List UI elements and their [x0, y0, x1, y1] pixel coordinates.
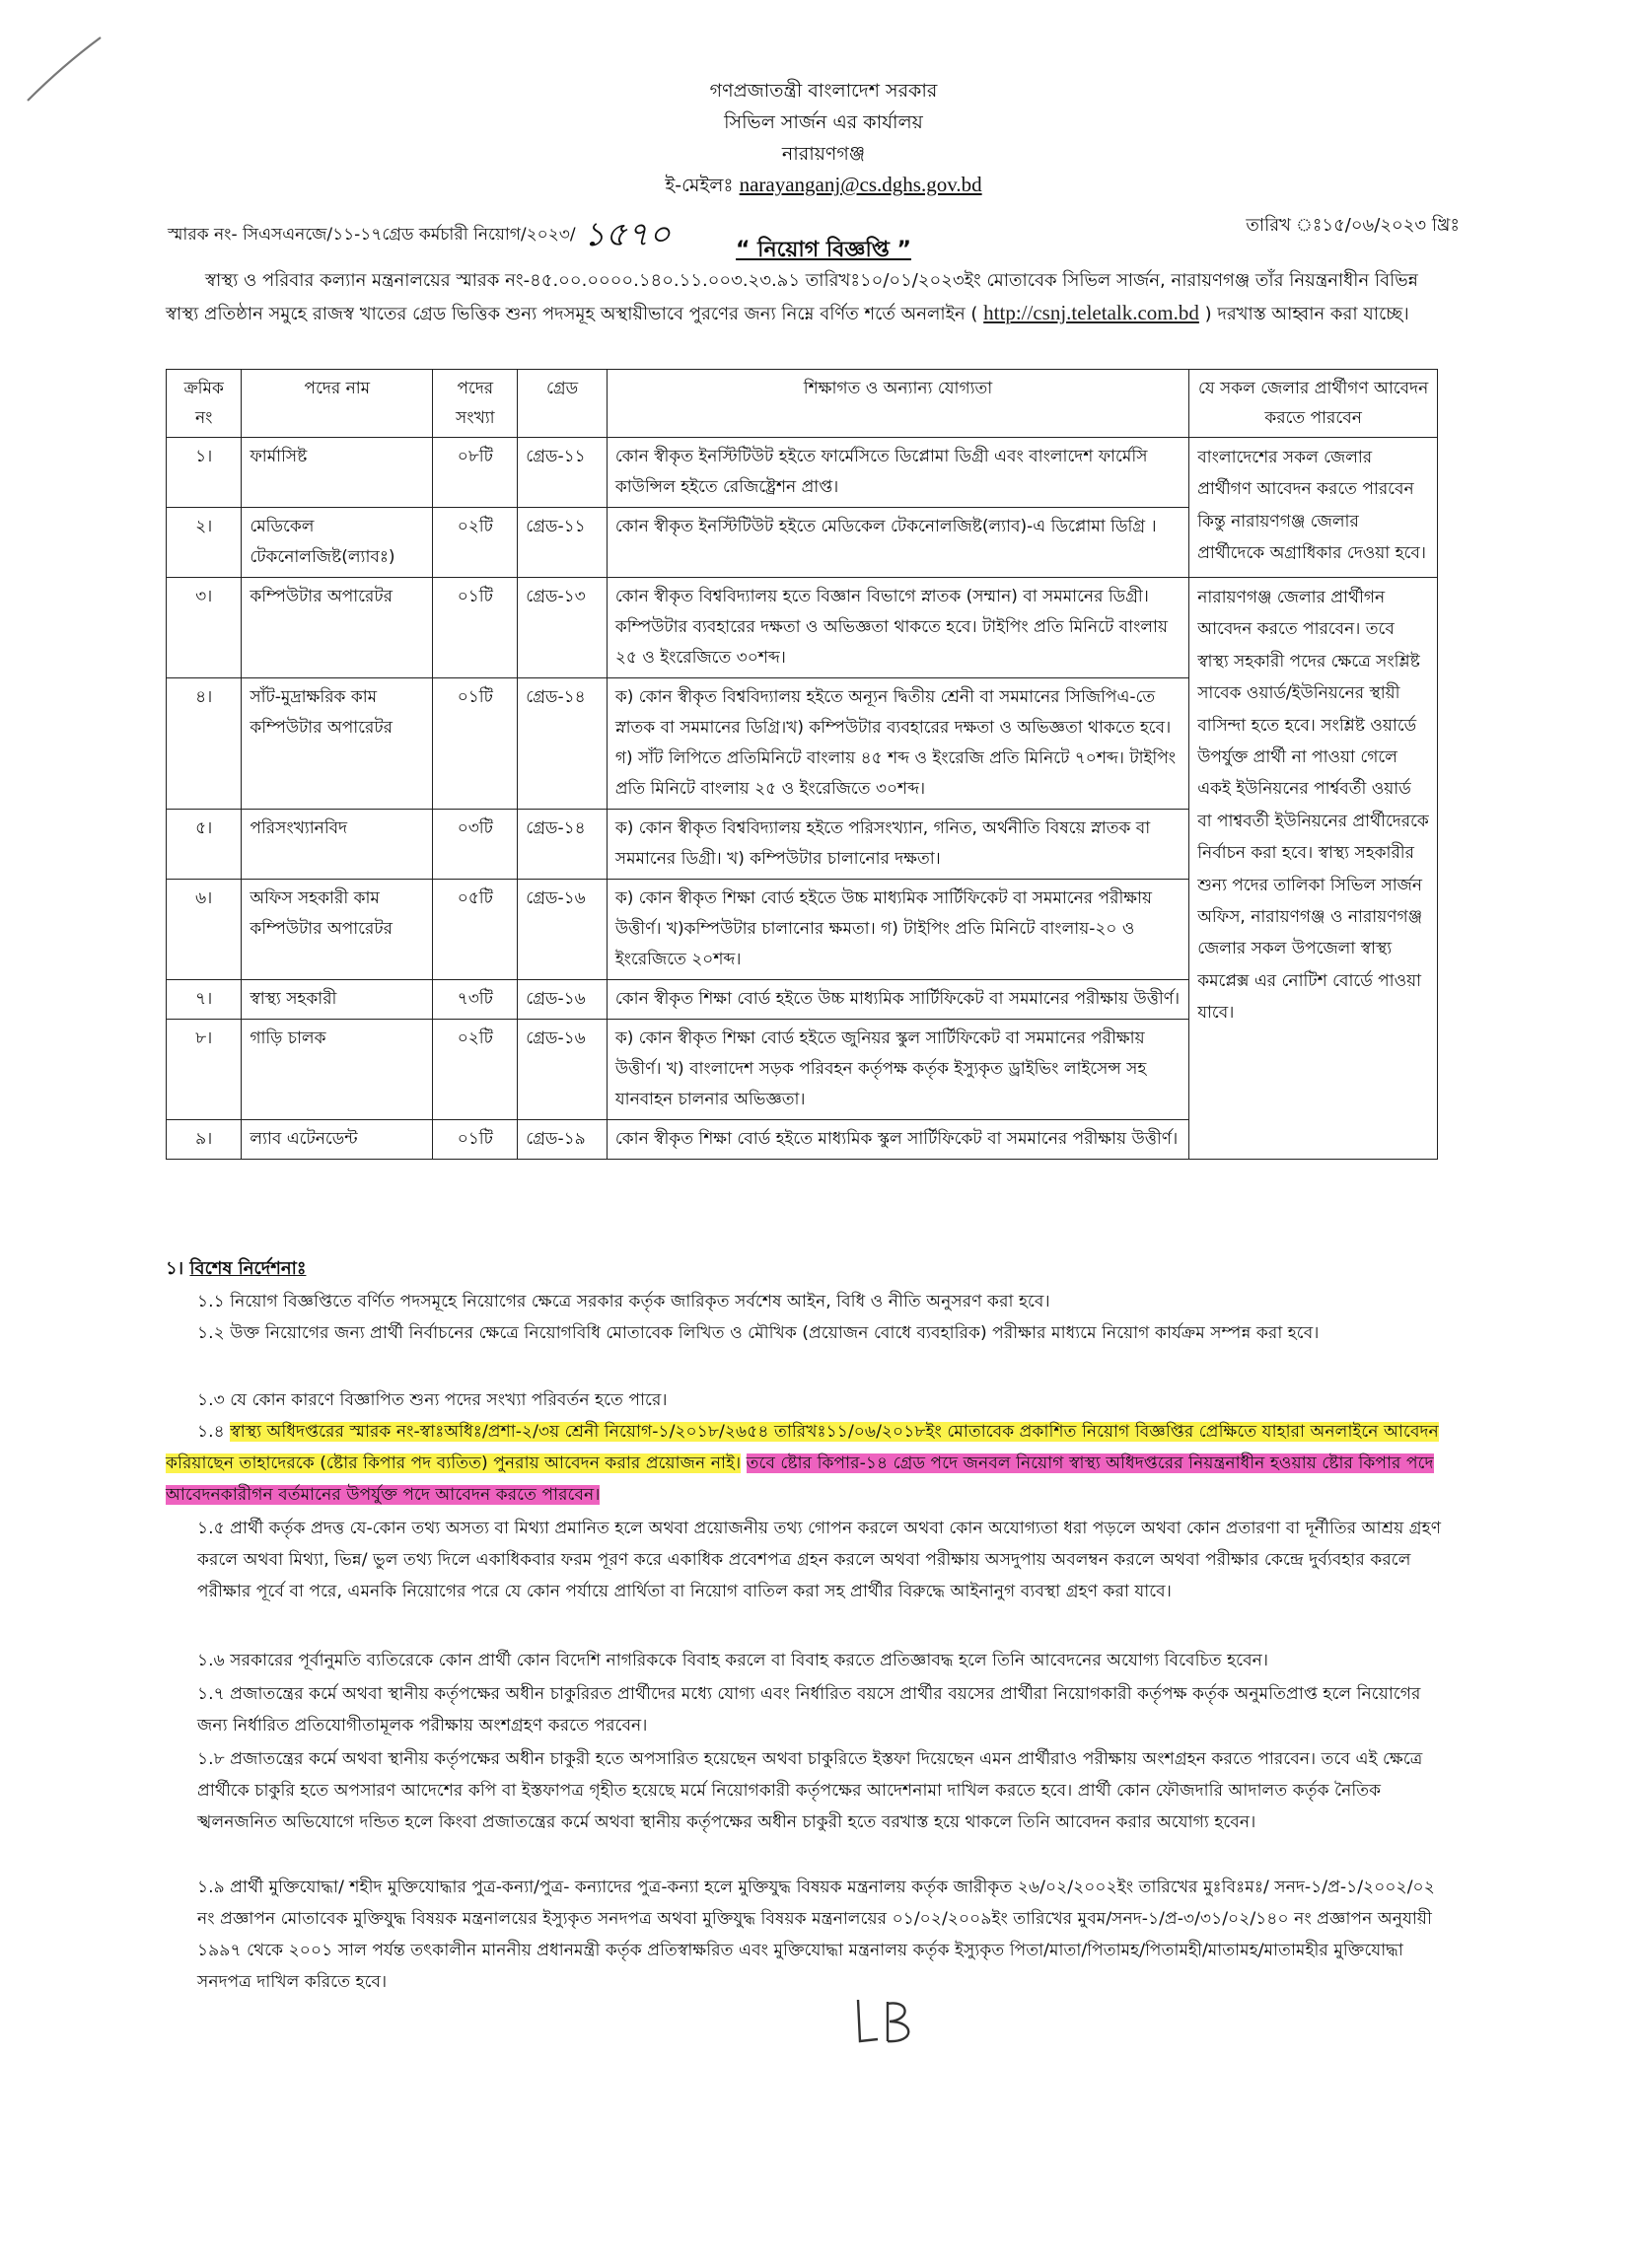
cell-count: ০৮টি [433, 438, 518, 508]
cell-qual: কোন স্বীকৃত বিশ্ববিদ্যালয় হতে বিজ্ঞান বিভাগে স্নাতক (সম্মান) বা সমমানের ডিগ্রী। কম্পিউটার ব্যবহারের দক্ষতা ও অভিজ্ঞতা থাকতে হবে। টাইপিং প্রতি মিনিটে বাংলায় ২৫ ও ইংরেজিতে ৩০শব্দ। [607, 578, 1188, 678]
table-row [167, 578, 1438, 678]
cell-name: মেডিকেল টেকনোলজিষ্ট(ল্যাবঃ) [242, 508, 433, 578]
cell-name: ফার্মাসিষ্ট [242, 438, 433, 508]
cell-no: ৪। [167, 678, 242, 810]
highlight-yellow-text: স্বাস্থ্য অধিদপ্তরের স্মারক নং-স্বাঃঅধিঃ/প্রশা-২/৩য় শ্রেনী নিয়োগ-১/২০১৮/২৬৫৪ তারিখঃ১১/০৬/২০১৮ইং মোতাবেক প্রকাশিত নিয়োগ বিজ্ঞপ্তির প্রেক্ষিতে যাহারা অনলাইনে আবেদন করিয়াছেন তাহাদেরকে (ষ্টোর কিপার পদ ব্যতিত) পুনরায় আবেদন করার প্রয়োজন নাই। [166, 1422, 1439, 1473]
application-url-link[interactable]: http://csnj.teletalk.com.bd [983, 301, 1199, 324]
instruction-1-7: ১.৭ প্রজাতন্ত্রের কর্মে অথবা স্থানীয় কর্তৃপক্ষের অধীন চাকুরিরত প্রার্থীদের মধ্যে যোগ্য এবং নির্ধারিত বয়সে প্রার্থীর বয়সের প্রার্থীরা নিয়োগকারী কর্তৃপক্ষ কর্তৃক অনুমতিপ্রাপ্ত হলে নিয়োগের জন্য নির্ধারিত প্রতিযোগীতামূলক পরীক্ষায় অংশগ্রহণ করতে পরবেন। [197, 1684, 1421, 1736]
notice-title: “ নিয়োগ বিজ্ঞপ্তি ” [736, 238, 911, 262]
cell-grade: গ্রেড-১৬ [518, 880, 608, 980]
instruction-1-6: ১.৬ সরকারের পূর্বানুমতি ব্যতিরেকে কোন প্রার্থী কোন বিদেশি নাগরিককে বিবাহ করলে বা বিবাহ করতে প্রতিজ্ঞাবদ্ধ হলে তিনি আবেদনের অযোগ্য বিবেচিত হবেন। [197, 1651, 1269, 1670]
cell-grade: গ্রেড-১৪ [518, 810, 608, 880]
handwritten-initials-signature [848, 1992, 927, 2051]
cell-count: ০১টি [433, 678, 518, 810]
cell-qual: কোন স্বীকৃত শিক্ষা বোর্ড হইতে মাধ্যমিক স্কুল সার্টিফিকেট বা সমমানের পরীক্ষায় উত্তীর্ণ। [607, 1120, 1188, 1160]
cell-grade: গ্রেড-১৬ [518, 980, 608, 1020]
intro-paragraph: স্বাস্থ্য ও পরিবার কল্যান মন্ত্রনালয়ের স্মারক নং-৪৫.০০.০০০০.১৪০.১১.০০৩.২৩.৯১ তারিখঃ১০/০১/২০২৩ইং মোতাবেক সিভিল সার্জন, নারায়ণগঞ্জ তাঁর নিয়ন্ত্রনাধীন বিভিন্ন স্বাস্থ্য প্রতিষ্ঠান সমুহে রাজস্ব খাতের গ্রেড ভিত্তিক শুন্য পদসমূহ অস্থায়ীভাবে পুরণের জন্য নিম্নে বর্ণিত শর্তে অনলাইন ( http://csnj.teletalk.com.bd ) দরখাস্ত আহ্বান করা যাচ্ছে। [166, 270, 1418, 324]
cell-count: ০১টি [433, 1120, 518, 1160]
cell-name: ল্যাব এটেনডেন্ট [242, 1120, 433, 1160]
table-header-row [167, 370, 1438, 438]
district-eligibility-note-2: নারায়ণগঞ্জ জেলার প্রার্থীগন আবেদন করতে পারবেন। তবে স্বাস্থ্য সহকারী পদের ক্ষেত্রে সংশ্লিষ্ট সাবেক ওয়ার্ড/ইউনিয়নের স্থায়ী বাসিন্দা হতে হবে। সংশ্লিষ্ট ওয়ার্ডে উপর্যুক্ত প্রার্থী না পাওয়া গেলে একই ইউনিয়নের পার্শ্ববর্তী ওয়ার্ড বা পাশ্ববর্তী ইউনিয়নের প্রার্থীদেরকে নির্বাচন করা হবে। স্বাস্থ্য সহকারীর শুন্য পদের তালিকা সিভিল সার্জন অফিস, নারায়ণগঞ্জ ও নারায়ণগঞ্জ জেলার সকল উপজেলা স্বাস্থ্য কমপ্লেক্স এর নোটিশ বোর্ডে পাওয়া যাবে। [1189, 578, 1438, 1160]
cell-qual: ক) কোন স্বীকৃত শিক্ষা বোর্ড হইতে জুনিয়র স্কুল সার্টিফিকেট বা সমমানের পরীক্ষায় উত্তীর্ণ। খ) বাংলাদেশ সড়ক পরিবহন কর্তৃপক্ষ কর্তৃক ইস্যুকৃত ড্রাইভিং লাইসেন্স সহ যানবাহন চালনার অভিজ্ঞতা। [607, 1020, 1188, 1120]
cell-qual: ক) কোন স্বীকৃত শিক্ষা বোর্ড হইতে উচ্চ মাধ্যমিক সার্টিফিকেট বা সমমানের পরীক্ষায় উত্তীর্ণ। খ)কম্পিউটার চালানোর ক্ষমতা। গ) টাইপিং প্রতি মিনিটে বাংলায়-২০ ও ইংরেজিতে ২০শব্দ। [607, 880, 1188, 980]
email-link[interactable]: narayanganj@cs.dghs.gov.bd [739, 173, 982, 196]
cell-grade: গ্রেড-১৪ [518, 678, 608, 810]
cell-grade: গ্রেড-১৯ [518, 1120, 608, 1160]
cell-name: স্বাস্থ্য সহকারী [242, 980, 433, 1020]
header-qualification: শিক্ষাগত ও অন্যান্য যোগ্যতা [607, 370, 1188, 438]
cell-qual: ক) কোন স্বীকৃত বিশ্ববিদ্যালয় হইতে পরিসংখ্যান, গনিত, অর্থনীতি বিষয়ে স্নাতক বা সমমানের ডিগ্রী। খ) কম্পিউটার চালানোর দক্ষতা। [607, 810, 1188, 880]
memo-number: স্মারক নং- সিএসএনজে/১১-১৭গ্রেড কর্মচারী নিয়োগ/২০২৩/ [168, 225, 576, 245]
header-serial: ক্রমিক নং [167, 370, 242, 438]
memo-date: তারিখ ঃ১৫/০৬/২০২৩ খ্রিঃ [1246, 215, 1460, 236]
posts-table [166, 369, 1438, 1160]
district-eligibility-note-1: বাংলাদেশের সকল জেলার প্রার্থীগণ আবেদন করতে পারবেন কিন্তু নারায়ণগঞ্জ জেলার প্রার্থীদেকে অগ্রাধিকার দেওয়া হবে। [1189, 438, 1438, 578]
cell-qual: কোন স্বীকৃত ইনস্টিটিউট হইতে মেডিকেল টেকনোলজিষ্ট(ল্যাব)-এ ডিপ্লোমা ডিগ্রি । [607, 508, 1188, 578]
email-label: ই-মেইলঃ [665, 175, 734, 196]
cell-no: ৮। [167, 1020, 242, 1120]
cell-no: ৩। [167, 578, 242, 678]
cell-grade: গ্রেড-১১ [518, 438, 608, 508]
instruction-1-9: ১.৯ প্রার্থী মুক্তিযোদ্ধা/ শহীদ মুক্তিযোদ্ধার পুত্র-কন্যা/পুত্র- কন্যাদের পুত্র-কন্যা হলে মুক্তিযুদ্ধ বিষয়ক মন্ত্রনালয় কর্তৃক জারীকৃত ২৬/০২/২০০২ইং তারিখের মুঃবিঃমঃ/ সনদ-১/প্র-১/২০০২/০২ নং প্রজ্ঞাপন মোতাবেক মুক্তিযুদ্ধ বিষয়ক মন্ত্রনালয়ের ইস্যুকৃত সনদপত্র অথবা মুক্তিযুদ্ধ বিষয়ক মন্ত্রনালয়ের ০১/০২/২০০৯ইং তারিখের মুবম/সনদ-১/প্র-৩/৩১/০২/১৪০ নং প্রজ্ঞাপন অনুযায়ী ১৯৯৭ থেকে ২০০১ সাল পর্যন্ত তৎকালীন মাননীয় প্রধানমন্ত্রী কর্তৃক প্রতিস্বাক্ষরিত এবং মুক্তিযোদ্ধা মন্ত্রনালয় কর্তৃক ইস্যুকৃত পিতা/মাতা/পিতামহ/পিতামহী/মাতামহ/মাতামহীর মুক্তিযোদ্ধা সনদপত্র দাখিল করিতে হবে। [197, 1878, 1435, 1992]
special-instructions-heading: ১। বিশেষ নির্দেশনাঃ [166, 1258, 307, 1279]
instruction-1-2: ১.২ উক্ত নিয়োগের জন্য প্রার্থী নির্বাচনের ক্ষেত্রে নিয়োগবিধি মোতাবেক লিখিত ও মৌখিক (প্রয়োজন বোধে ব্যবহারিক) পরীক্ষার মাধ্যমে নিয়োগ কার্যক্রম সম্পন্ন করা হবে। [197, 1323, 1320, 1343]
cell-no: ৭। [167, 980, 242, 1020]
cell-count: ০২টি [433, 508, 518, 578]
header-post-name: পদের নাম [242, 370, 433, 438]
cell-grade: গ্রেড-১১ [518, 508, 608, 578]
cell-name: পরিসংখ্যানবিদ [242, 810, 433, 880]
highlight-pink-text: তবে ষ্টোর কিপার-১৪ গ্রেড পদে জনবল নিয়োগ স্বাস্থ্য অধিদপ্তরের নিয়ন্ত্রনাধীন হওয়ায় ষ্টোর কিপার পদে আবেদনকারীগন বর্তমানের উপর্যুক্ত পদে আবেদন করতে পারবেন। [166, 1453, 1434, 1505]
cell-grade: গ্রেড-১৩ [518, 578, 608, 678]
instruction-1-4: ১.৪ স্বাস্থ্য অধিদপ্তরের স্মারক নং-স্বাঃঅধিঃ/প্রশা-২/৩য় শ্রেনী নিয়োগ-১/২০১৮/২৬৫৪ তারিখঃ১১/০৬/২০১৮ইং মোতাবেক প্রকাশিত নিয়োগ বিজ্ঞপ্তির প্রেক্ষিতে যাহারা অনলাইনে আবেদন করিয়াছেন তাহাদেরকে (ষ্টোর কিপার পদ ব্যতিত) পুনরায় আবেদন করার প্রয়োজন নাই। তবে ষ্টোর কিপার-১৪ গ্রেড পদে জনবল নিয়োগ স্বাস্থ্য অধিদপ্তরের নিয়ন্ত্রনাধীন হওয়ায় ষ্টোর কিপার পদে আবেদনকারীগন বর্তমানের উপর্যুক্ত পদে আবেদন করতে পারবেন। [166, 1422, 1439, 1505]
header-email-line [0, 172, 1647, 203]
header-government: গণপ্রজাতন্ত্রী বাংলাদেশ সরকার [709, 80, 938, 102]
cell-qual: ক) কোন স্বীকৃত বিশ্ববিদ্যালয় হইতে অন্যূন দ্বিতীয় শ্রেনী বা সমমানের সিজিপিএ-তে স্নাতক বা সমমানের ডিগ্রি।খ) কম্পিউটার ব্যবহারের দক্ষতা ও অভিজ্ঞতা থাকতে হবে। গ) সাঁট লিপিতে প্রতিমিনিটে বাংলায় ৪৫ শব্দ ও ইংরেজি প্রতি মিনিটে ৭০শব্দ। টাইপিং প্রতি মিনিটে বাংলায় ২৫ ও ইংরেজিতে ৩০শব্দ। [607, 678, 1188, 810]
header-post-count: পদের সংখ্যা [433, 370, 518, 438]
cell-grade: গ্রেড-১৬ [518, 1020, 608, 1120]
header-grade: গ্রেড [518, 370, 608, 438]
memo-handwritten-number: ১৫৭০ [583, 215, 671, 254]
instruction-1-8: ১.৮ প্রজাতন্ত্রের কর্মে অথবা স্থানীয় কর্তৃপক্ষের অধীন চাকুরী হতে অপসারিত হয়েছেন অথবা চাকুরিতে ইস্তফা দিয়েছেন এমন প্রার্থীরাও পরীক্ষায় অংশগ্রহন করতে পারবেন। তবে এই ক্ষেত্রে প্রার্থীকে চাকুরি হতে অপসারণ আদেশের কপি বা ইস্তফাপত্র গৃহীত হয়েছে মর্মে নিয়োগকারী কর্তৃপক্ষের আদেশনামা দাখিল করতে হবে। প্রার্থী কোন ফৌজদারি আদালত কর্তৃক নৈতিক স্খলনজনিত অভিযোগে দন্ডিত হলে কিংবা প্রজাতন্ত্রের কর্মে অথবা স্থানীয় কর্তৃপক্ষের অধীন চাকুরী হতে বরখাস্ত হয়ে থাকলে তিনি আবেদন করার অযোগ্য হবেন। [197, 1749, 1423, 1832]
cell-count: ০২টি [433, 1020, 518, 1120]
cell-no: ১। [167, 438, 242, 508]
cell-count: ৭৩টি [433, 980, 518, 1020]
cell-name: কম্পিউটার অপারেটর [242, 578, 433, 678]
cell-no: ৬। [167, 880, 242, 980]
cell-qual: কোন স্বীকৃত শিক্ষা বোর্ড হইতে উচ্চ মাধ্যমিক সার্টিফিকেট বা সমমানের পরীক্ষায় উত্তীর্ণ। [607, 980, 1188, 1020]
cell-name: অফিস সহকারী কাম কম্পিউটার অপারেটর [242, 880, 433, 980]
instruction-1-1: ১.১ নিয়োগ বিজ্ঞপ্তিতে বর্ণিত পদসমূহে নিয়োগের ক্ষেত্রে সরকার কর্তৃক জারিকৃত সর্বশেষ আইন, বিধি ও নীতি অনুসরণ করা হবে। [197, 1292, 1050, 1311]
cell-name: গাড়ি চালক [242, 1020, 433, 1120]
instruction-1-3: ১.৩ যে কোন কারণে বিজ্ঞাপিত শুন্য পদের সংখ্যা পরিবর্তন হতে পারে। [197, 1390, 668, 1410]
cell-no: ২। [167, 508, 242, 578]
table-row [167, 438, 1438, 508]
header-districts: যে সকল জেলার প্রার্থীগণ আবেদন করতে পারবেন [1189, 370, 1438, 438]
cell-count: ০৩টি [433, 810, 518, 880]
instruction-1-5: ১.৫ প্রার্থী কর্তৃক প্রদত্ত যে-কোন তথ্য অসত্য বা মিথ্যা প্রমানিত হলে অথবা প্রয়োজনীয় তথ্য গোপন করলে অথবা কোন অযোগ্যতা ধরা পড়লে অথবা কোন প্রতারণা বা দূর্নীতির আশ্রয় গ্রহণ করলে অথবা মিথ্যা, ভিন্ন/ ভুল তথ্য দিলে একাধিকবার ফরম পূরণ করে একাধিক প্রবেশপত্র গ্রহন করলে অথবা পরীক্ষায় অসদুপায় অবলম্বন করলে অথবা পরীক্ষার কেন্দ্রে দুর্ব্যবহার করলে পরীক্ষার পূর্বে বা পরে, এমনকি নিয়োগের পরে যে কোন পর্যায়ে প্রার্থিতা বা নিয়োগ বাতিল করা সহ প্রার্থীর বিরুদ্ধে আইনানুগ ব্যবস্থা গ্রহণ করা যাবে। [197, 1519, 1442, 1601]
cell-no: ৯। [167, 1120, 242, 1160]
cell-count: ০৫টি [433, 880, 518, 980]
header-district: নারায়ণগঞ্জ [781, 143, 866, 165]
cell-count: ০১টি [433, 578, 518, 678]
cell-no: ৫। [167, 810, 242, 880]
cell-qual: কোন স্বীকৃত ইনস্টিটিউট হইতে ফার্মেসিতে ডিপ্লোমা ডিগ্রী এবং বাংলাদেশ ফার্মেসি কাউন্সিল হইতে রেজিষ্ট্রেশন প্রাপ্ত। [607, 438, 1188, 508]
header-office: সিভিল সার্জন এর কার্যালয় [724, 111, 923, 133]
cell-name: সাঁট-মুদ্রাক্ষরিক কাম কম্পিউটার অপারেটর [242, 678, 433, 810]
